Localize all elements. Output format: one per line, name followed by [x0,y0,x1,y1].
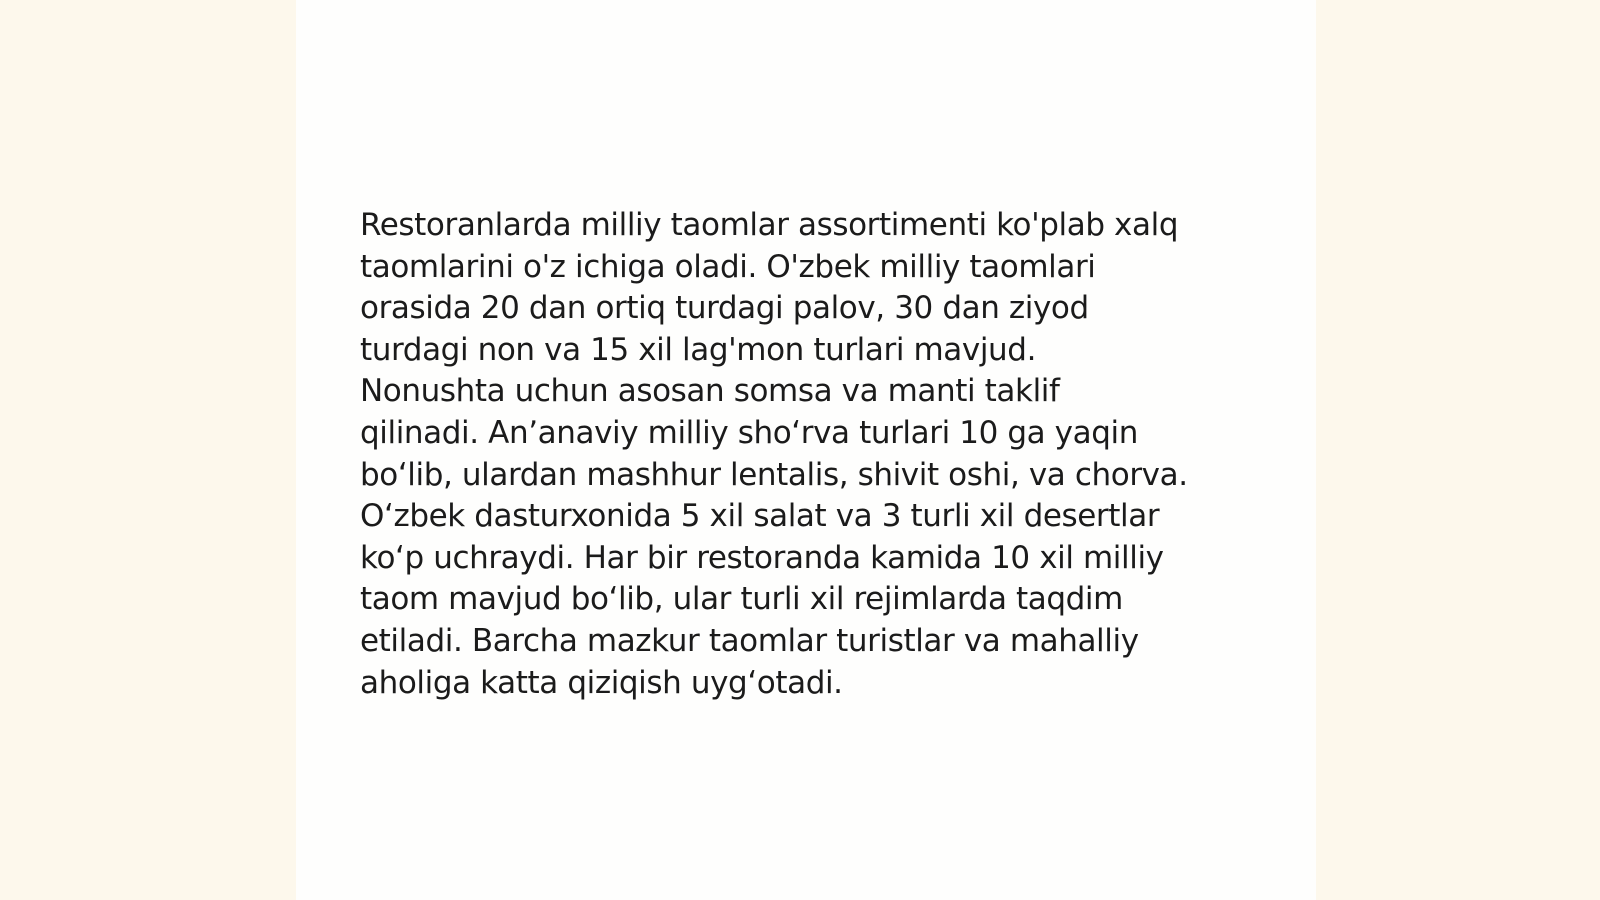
paragraph-line: Restoranlarda milliy taomlar assortimenti ko'plab xalq [360,207,1179,243]
paragraph-line: etiladi. Barcha mazkur taomlar turistlar va mahalliy [360,622,1139,659]
body-paragraph [360,205,1260,704]
paragraph-line: taomlarini o'z ichiga oladi. O'zbek milliy taomlari [360,248,1096,285]
paragraph-line: turdagi non va 15 xil lag'mon turlari mavjud. [360,331,1037,368]
paragraph-line: orasida 20 dan ortiq turdagi palov, 30 dan ziyod [360,290,1089,327]
paragraph-line: ko‘p uchraydi. Har bir restoranda kamida 10 xil milliy [360,539,1164,576]
paragraph-line: aholiga katta qiziqish uyg‘otadi. [360,664,843,701]
paragraph-line: qilinadi. An’anaviy milliy sho‘rva turlari 10 ga yaqin [360,414,1138,451]
paragraph-line: taom mavjud bo‘lib, ular turli xil rejimlarda taqdim [360,581,1123,618]
paragraph-line: bo‘lib, ulardan mashhur lentalis, shivit oshi, va chorva. [360,456,1188,493]
paragraph-line: O‘zbek dasturxonida 5 xil salat va 3 turli xil desertlar [360,498,1160,535]
paragraph-line: Nonushta uchun asosan somsa va manti taklif [360,373,1060,410]
